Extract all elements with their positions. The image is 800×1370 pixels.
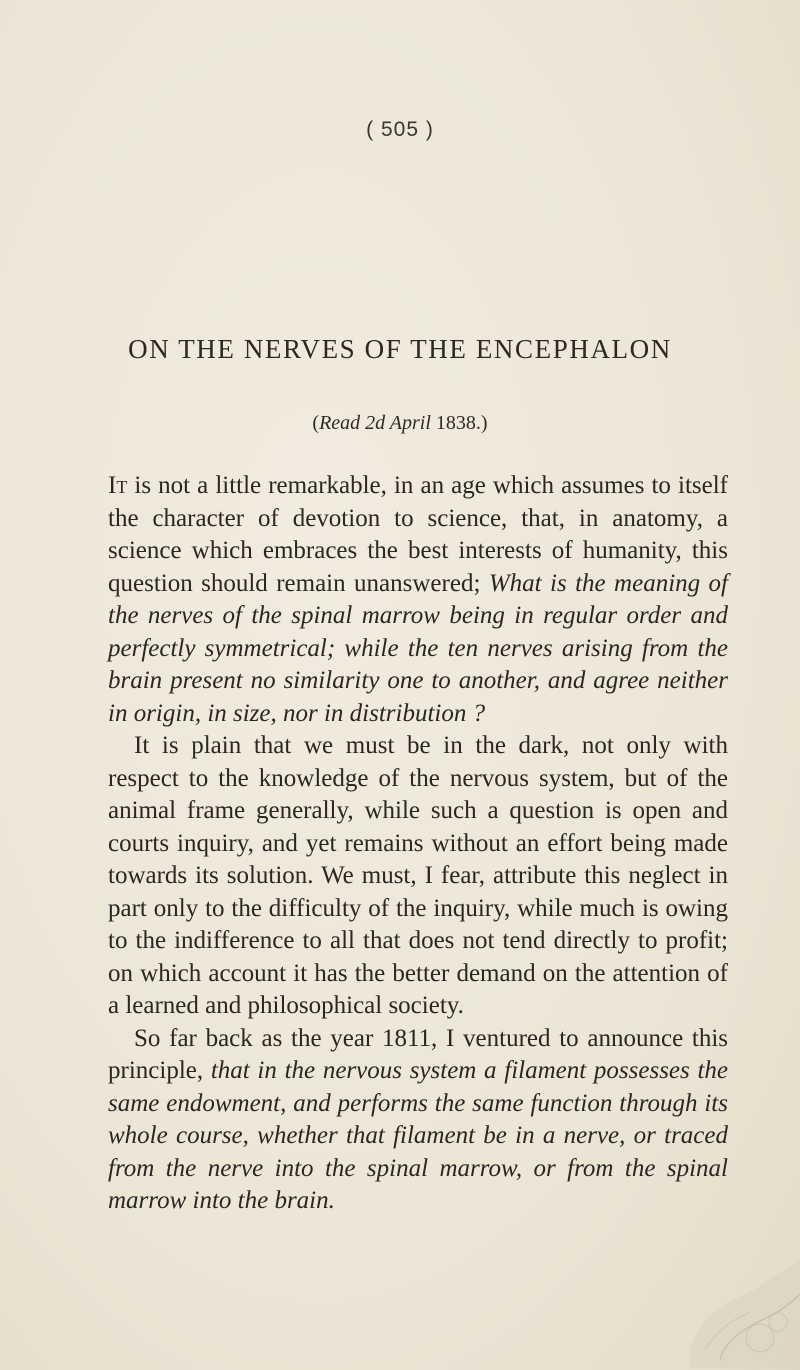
article-title: ON THE NERVES OF THE ENCEPHALON bbox=[128, 334, 672, 364]
paragraph-1 bbox=[108, 470, 728, 730]
paragraph-1-question: What is the meaning of the nerves of the spinal marrow being in regular order and perfectly symmetrical; while the ten nerves arising from the brain present no similarity one to another, and agree neither in origin, in size, nor in distribution ? bbox=[108, 569, 728, 727]
paper-stain bbox=[650, 1250, 800, 1370]
paragraph-2: It is plain that we must be in the dark, not only with respect to the knowledge of the nervous system, but of the animal frame generally, while such a question is open and courts inquiry, and yet remains without an effort being made towards its solution. We must, I fear, attribute this neglect in part only to the difficulty of the inquiry, while much is owing to the indifference to all that does not tend directly to profit; on which account it has the better demand on the attention of a learned and philosophical society. bbox=[108, 732, 728, 1019]
article-body bbox=[108, 470, 728, 1218]
page-number: ( 505 ) bbox=[366, 118, 434, 141]
read-date-italic: Read 2d April bbox=[319, 412, 431, 434]
paragraph-3-principle: that in the nervous system a filament possesses the same endowment, and performs the same function through its whole course, whether that filament be in a nerve, or traced from the nerve into the spinal marrow, or from the spinal marrow into the brain. bbox=[108, 1057, 729, 1214]
paragraph-1-text: is not a little remarkable, in an age which assumes to itself the character of devotion to science, that, in anatomy, a science which embraces the best interests of humanity, this question should remain unanswered; bbox=[108, 472, 728, 597]
read-date-open: ( bbox=[312, 412, 320, 434]
read-date bbox=[0, 412, 800, 435]
paragraph-3-text: So far back as the year 1811, I ventured to announce this principle, bbox=[108, 1024, 728, 1084]
read-date-year: 1838.) bbox=[430, 412, 488, 434]
paragraph-3 bbox=[108, 1023, 728, 1218]
lead-caps: It bbox=[108, 472, 128, 499]
